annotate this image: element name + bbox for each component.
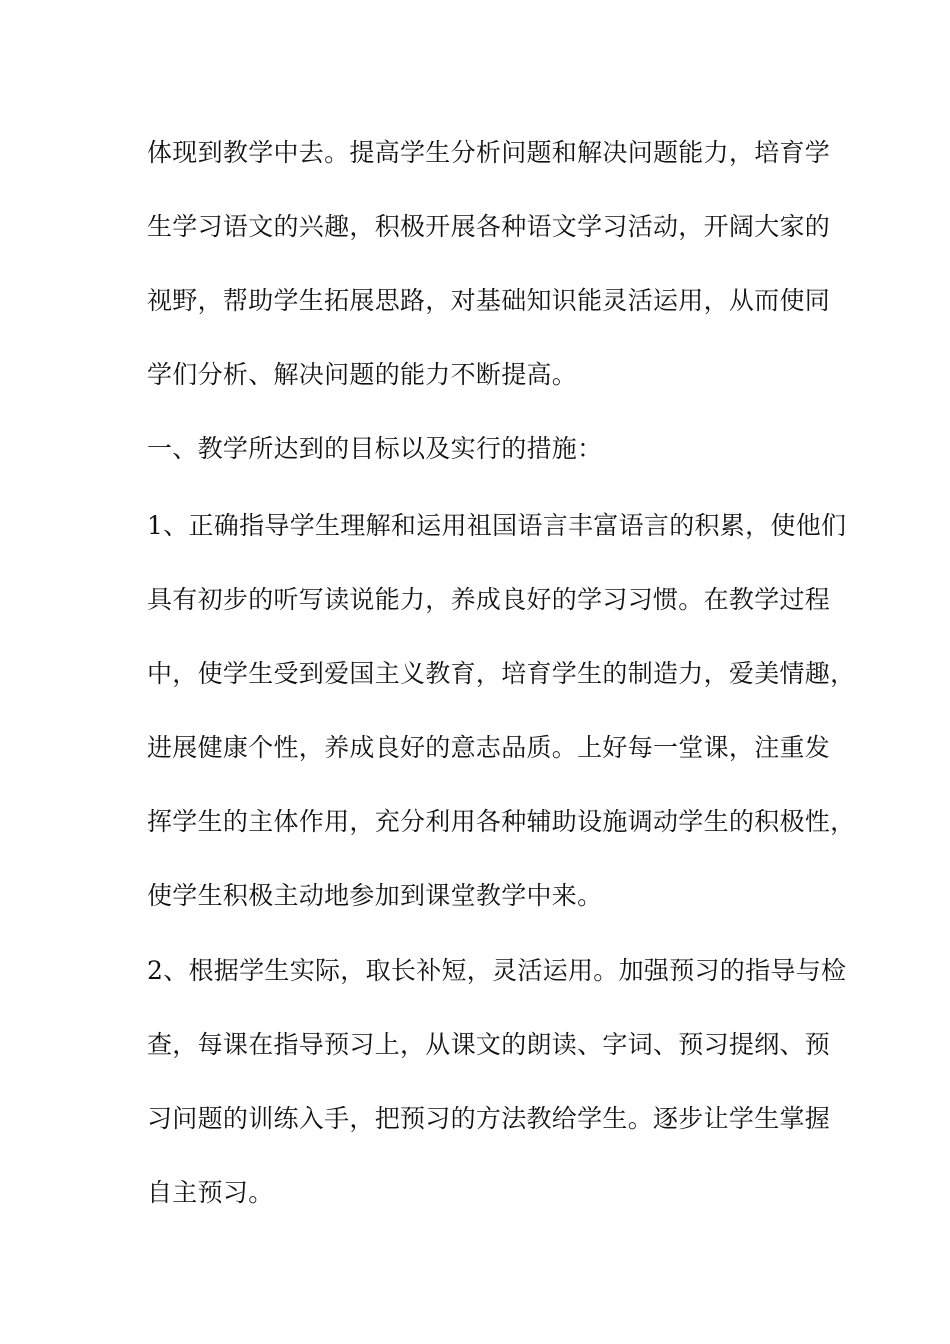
text-line: 中，使学生受到爱国主义教育，培育学生的制造力，爱美情趣， [147, 659, 856, 688]
text-line: 生学习语文的兴趣，积极开展各种语文学习活动，开阔大家的 [147, 212, 831, 241]
text-line: 学们分析、解决问题的能力不断提高。 [147, 360, 578, 389]
text-line: 使学生积极主动地参加到课堂教学中来。 [147, 881, 603, 910]
text-line: 具有初步的听写读说能力，养成良好的学习习惯。在教学过程 [147, 585, 831, 614]
text-line: 挥学生的主体作用，充分利用各种辅助设施调动学生的积极性， [147, 807, 856, 836]
text-line: 2、根据学生实际，取长补短，灵活运用。加强预习的指导与检 [147, 956, 847, 985]
section-heading: 一、教学所达到的目标以及实行的措施： [147, 434, 603, 463]
text-line: 体现到教学中去。提高学生分析问题和解决问题能力，培育学 [147, 138, 831, 167]
text-line: 进展健康个性，养成良好的意志品质。上好每一堂课，注重发 [147, 733, 831, 762]
text-line: 查，每课在指导预习上，从课文的朗读、字词、预习提纲、预 [147, 1030, 831, 1059]
text-line: 1、正确指导学生理解和运用祖国语言丰富语言的积累，使他们 [147, 511, 847, 540]
text-line: 自主预习。 [147, 1178, 274, 1207]
text-line: 习问题的训练入手，把预习的方法教给学生。逐步让学生掌握 [147, 1104, 831, 1133]
text-line: 视野，帮助学生拓展思路，对基础知识能灵活运用，从而使同 [147, 286, 831, 315]
